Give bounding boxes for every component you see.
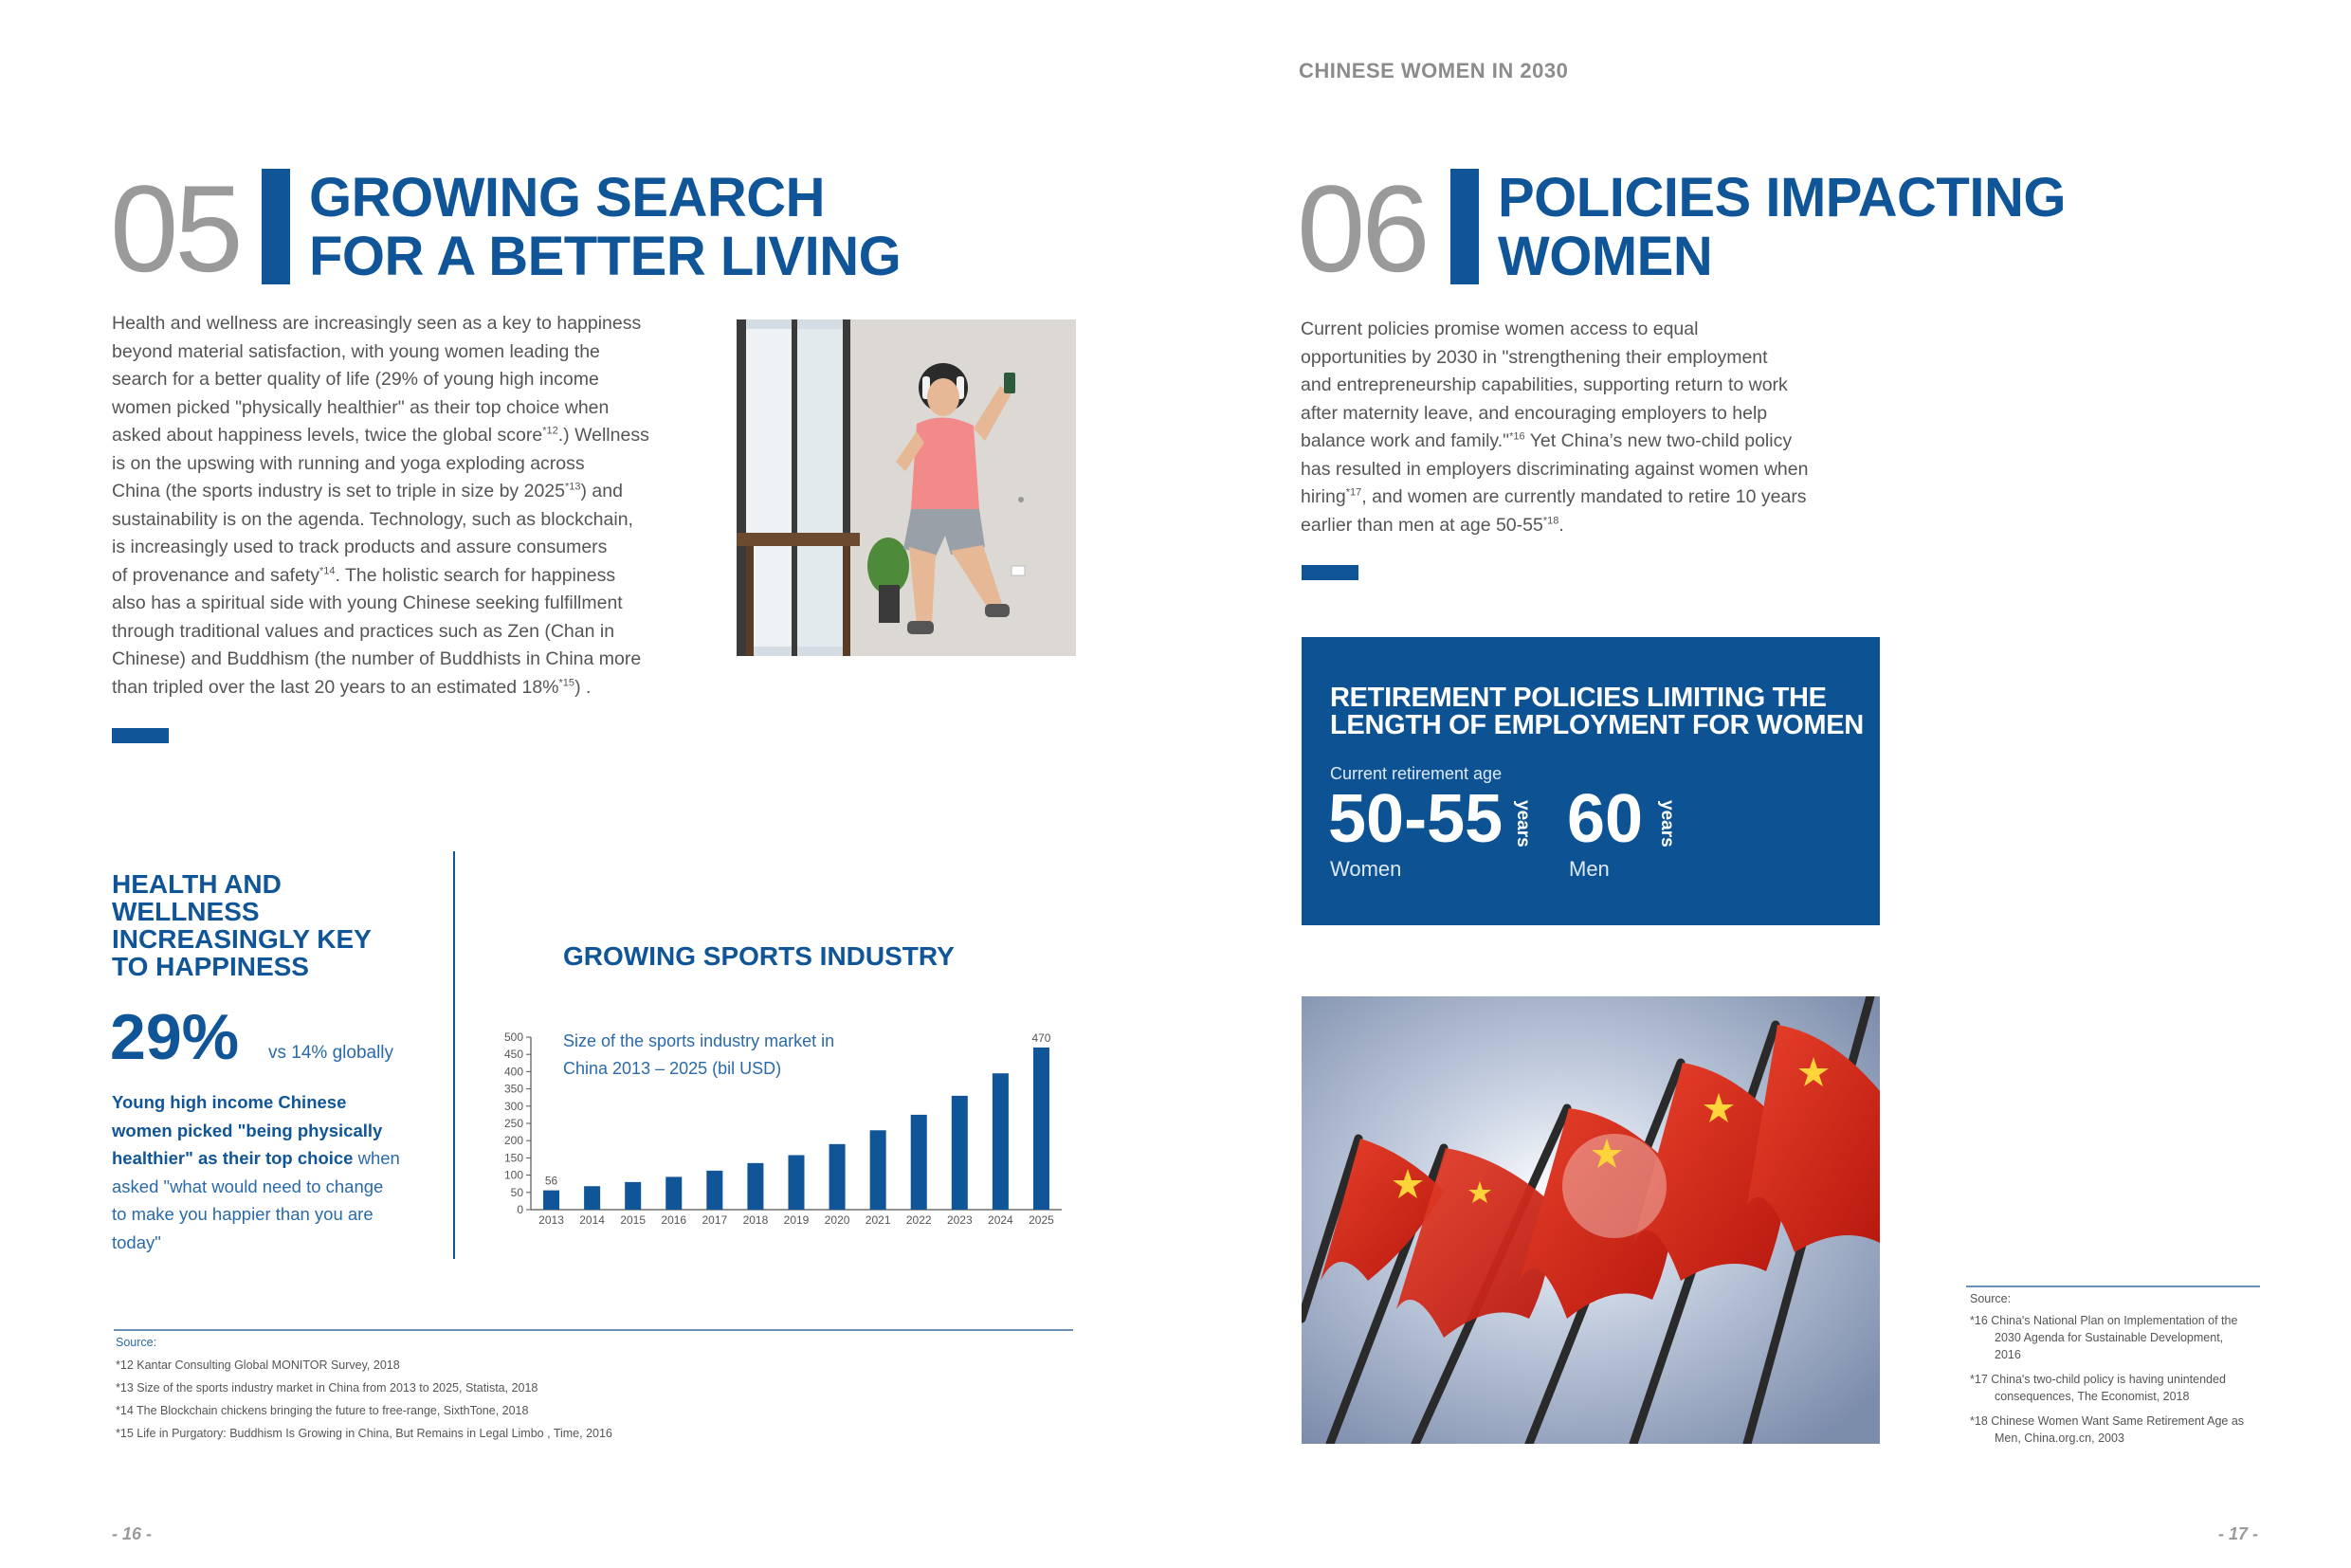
card-title-line: LENGTH OF EMPLOYMENT FOR WOMEN [1330,710,1864,740]
y-tick-label: 0 [517,1203,523,1216]
health-heading [112,870,372,980]
heading-line: INCREASINGLY KEY [112,924,372,954]
section-number: 05 [110,159,240,298]
body-line: through traditional values and practices such as Zen (Chan in [112,620,615,642]
x-tick-label: 2025 [1029,1213,1054,1227]
section-title-line: WOMEN [1498,226,1713,287]
bar [706,1171,722,1210]
body-line: balance work and family."$^{*16}$ Yet China’s new two-child policy [1301,430,1793,451]
body-line: search for a better quality of life (29% of young high income [112,369,599,390]
x-tick-label: 2018 [742,1213,769,1227]
source-label: Source: [116,1336,157,1349]
bar [665,1176,682,1210]
body-line: women picked "physically healthier" as their top choice when [112,396,610,418]
section-body [1301,316,1907,539]
footnote-ref: *18 [1542,515,1559,526]
y-tick-label: 450 [503,1048,523,1062]
body-line: asked about happiness levels, twice the global score$^{*12}$.) Wellness [112,425,649,446]
stat-line: asked "what would need to change [112,1176,384,1196]
heading-line: HEALTH AND [112,869,282,899]
body-line: opportunities by 2030 in "strengthening their employment [1301,346,1768,368]
x-tick-label: 2020 [824,1213,850,1227]
body-line: hiring$^{*17}$, and women are currently mandated to retire 10 years [1301,486,1807,507]
footnote-ref: *12 [542,425,558,437]
bar [870,1130,886,1210]
bar [911,1115,927,1210]
y-tick-label: 400 [503,1065,523,1079]
vertical-divider [453,851,455,1259]
y-tick-label: 250 [503,1117,523,1130]
retirement-card [1302,637,1880,925]
footnote-ref: *14 [319,565,336,576]
accent-bar [112,728,169,743]
unit-label: years [1657,800,1677,848]
body-line: sustainability is on the agenda. Technology, such as blockchain, [112,508,633,530]
source-list [1970,1312,2273,1447]
y-tick-label: 300 [503,1099,523,1113]
men-retirement-age: 60 [1567,781,1644,857]
body-line: Current policies promise women access to equal [1301,319,1699,339]
men-label: Men [1569,857,1610,881]
card-title [1330,684,1864,739]
x-tick-label: 2021 [865,1213,891,1227]
stat-compare: vs 14% globally [268,1043,394,1063]
section-accent-bar [262,169,290,284]
y-tick-label: 150 [503,1151,523,1165]
bar [584,1186,600,1210]
accent-bar [1302,565,1358,580]
body-line: has resulted in employers discriminating against women when [1301,458,1809,480]
section-number: 06 [1297,159,1427,298]
source-item: *12 Kantar Consulting Global MONITOR Survey, 2018 [116,1358,400,1372]
unit-label: years [1513,800,1533,848]
footnote-ref: *15 [558,677,575,688]
body-line: China (the sports industry is set to triple in size by 2025$^{*13}$) and [112,481,623,501]
source-item: *14 The Blockchain chickens bringing the future to free-range, SixthTone, 2018 [116,1404,529,1417]
source-rule [114,1329,1073,1331]
body-line: earlier than men at age 50-55$^{*18}$. [1301,514,1564,536]
y-tick-label: 500 [503,1030,523,1044]
x-tick-label: 2024 [988,1213,1013,1227]
body-line: Chinese) and Buddhism (the number of Buddhists in China more [112,648,642,669]
y-tick-label: 100 [503,1168,523,1182]
x-tick-label: 2017 [702,1213,728,1227]
heading-line: TO HAPPINESS [112,952,309,981]
body-line: and entrepreneurship capabilities, supporting return to work [1301,374,1788,395]
x-tick-label: 2015 [620,1213,647,1227]
women-retirement-age: 50-55 [1328,781,1504,857]
chart-title: GROWING SPORTS INDUSTRY [563,941,955,971]
source-list [116,1354,612,1445]
women-label: Women [1330,857,1402,881]
body-line: of provenance and safety$^{*14}$. The holistic search for happiness [112,564,616,586]
section-title-line: POLICIES IMPACTING [1498,167,2066,228]
body-line: is on the upswing with running and yoga exploding across [112,452,585,474]
y-tick-label: 200 [503,1134,523,1148]
stat-line: healthier" as their top choice when [112,1148,400,1168]
running-head: CHINESE WOMEN IN 2030 [1299,59,1569,82]
footnote-ref: *13 [564,481,581,493]
data-label: 470 [1031,1030,1051,1045]
body-line: after maternity leave, and encouraging employers to help [1301,402,1768,424]
stat-line: Young high income Chinese [112,1092,347,1112]
chart-subtitle-line: China 2013 – 2025 (bil USD) [563,1059,782,1078]
y-tick-label: 50 [510,1185,523,1199]
source-item: *18 Chinese Women Want Same Retirement Age as Men, China.org.cn, 2003 [1970,1414,2245,1445]
source-item: *15 Life in Purgatory: Buddhism Is Growing in China, But Remains in Legal Limbo , Time, 2016 [116,1427,612,1440]
bar [789,1155,805,1210]
heading-line: WELLNESS [112,897,260,926]
x-tick-label: 2022 [905,1213,932,1227]
section-title-line: GROWING SEARCH [309,167,825,228]
bar [993,1073,1009,1210]
chinese-flags-photo [1302,996,1880,1444]
source-item: *13 Size of the sports industry market in China from 2013 to 2025, Statista, 2018 [116,1381,538,1395]
page-number-left: - 16 - [112,1524,153,1543]
source-item: *16 China's National Plan on Implementation of the 2030 Agenda for Sustainable Development, 2016 [1970,1314,2238,1361]
x-tick-label: 2014 [579,1213,605,1227]
body-line: is increasingly used to track products and assure consumers [112,537,608,557]
stat-line: to make you happier than you are [112,1204,374,1224]
bar [543,1191,559,1210]
woman-dancing-photo [737,319,1076,656]
stat-description [112,1088,415,1256]
section-accent-bar [1450,169,1479,284]
section-title [1498,169,2066,286]
footnote-ref: *17 [1345,486,1362,499]
body-line: also has a spiritual side with young Chinese seeking fulfillment [112,593,623,613]
x-tick-label: 2013 [538,1213,564,1227]
x-tick-label: 2023 [946,1213,973,1227]
data-label: 56 [544,1174,558,1188]
source-label: Source: [1970,1292,2012,1305]
page-number-right: - 17 - [2218,1524,2259,1543]
card-label: Current retirement age [1330,764,1503,783]
chart-subtitle-line: Size of the sports industry market in [563,1031,835,1050]
section-title [309,169,901,286]
stat-line: women picked "being physically [112,1120,383,1140]
sports-industry-chart [483,1024,1090,1232]
card-title-line: RETIREMENT POLICIES LIMITING THE [1330,683,1827,713]
bar [1033,1048,1049,1210]
stat-value: 29% [110,1001,240,1073]
bar [747,1163,763,1210]
body-line: beyond material satisfaction, with young women leading the [112,340,600,362]
x-tick-label: 2019 [783,1213,810,1227]
bar [952,1096,968,1210]
section-title-line: FOR A BETTER LIVING [309,226,902,287]
body-line: Health and wellness are increasingly seen as a key to happiness [112,313,642,334]
body-line: than tripled over the last 20 years to an estimated 18%$^{*15}$) . [112,676,592,698]
bar [625,1182,641,1210]
bar [829,1144,846,1210]
x-tick-label: 2016 [661,1213,687,1227]
footnote-ref: *16 [1509,430,1525,443]
section-body [112,310,719,702]
source-item: *17 China's two-child policy is having unintended consequences, The Economist, 2018 [1970,1373,2226,1403]
y-tick-label: 350 [503,1082,523,1096]
stat-line: today" [112,1231,161,1252]
